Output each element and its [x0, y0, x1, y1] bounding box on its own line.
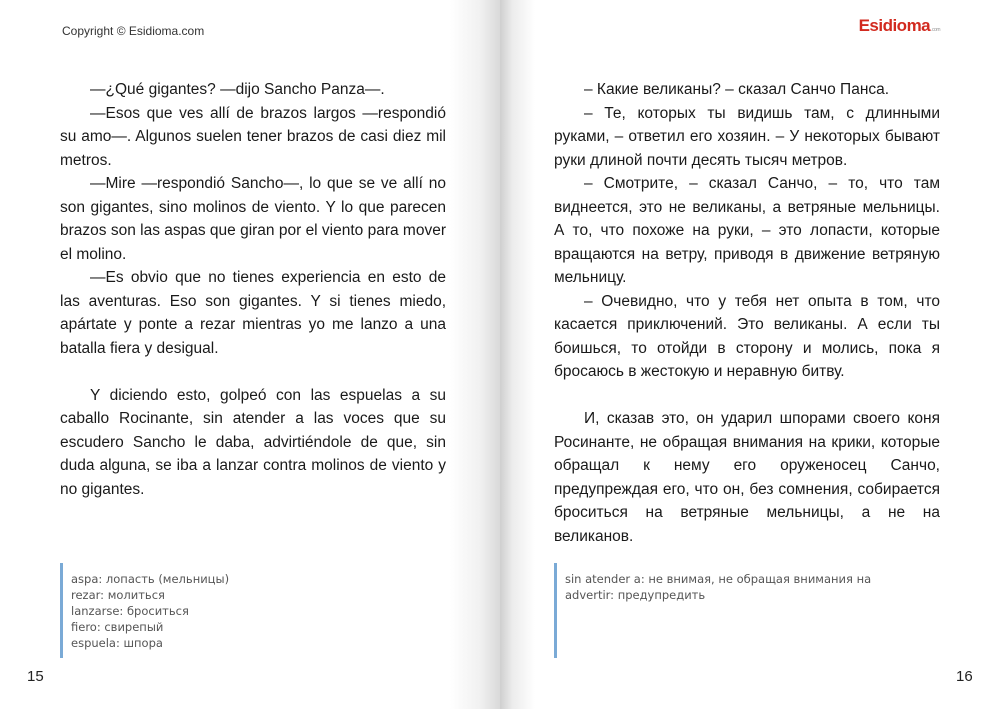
- glossary-entry: espuela: шпора: [71, 636, 163, 650]
- paragraph: – Очевидно, что у тебя нет опыта в том, что касается приключений. Это великаны. А если ты боишься, то отойди в сторону и молись, пока я бросаюсь в жестокую и неравную битву.: [554, 292, 940, 380]
- paragraph: – Те, которых ты видишь там, с длинными руками, – ответил его хозяин. – У некоторых бывают руки длиной почти десять тысяч метров.: [554, 104, 940, 169]
- russian-text: [554, 78, 940, 548]
- glossary-box: [60, 563, 360, 658]
- glossary-box: [554, 563, 914, 658]
- glossary-entry: aspa: лопасть (мельницы): [71, 572, 230, 586]
- glossary-entry: fiero: свирепый: [71, 620, 164, 634]
- glossary-entry: lanzarse: броситься: [71, 604, 189, 618]
- paragraph: —Esos que ves allí de brazos largos —respondió su amo—. Algunos suelen tener brazos de casi diez mil metros.: [60, 104, 446, 169]
- spanish-text: [60, 78, 446, 501]
- glossary-entry: advertir: предупредить: [565, 588, 706, 602]
- esidioma-logo: [859, 16, 940, 36]
- logo-tld: .com: [931, 27, 940, 33]
- logo-text: Esidioma: [858, 16, 931, 35]
- paragraph: – Смотрите, – сказал Санчо, – то, что там виднеется, это не великаны, а ветряные мельницы. А то, что похоже на руки, – это лопасти, которые вращаются на ветру, приводя в движение ветряную мельницу.: [554, 175, 940, 286]
- paragraph: —Es obvio que no tienes experiencia en esto de las aventuras. Eso son gigantes. Y si tienes miedo, apártate y ponte a rezar mientras yo me lanzo a una batalla fiera y desigual.: [60, 269, 446, 357]
- copyright-notice: Copyright © Esidioma.com: [62, 24, 205, 38]
- page-number: 15: [27, 668, 44, 685]
- paragraph: И, сказав это, он ударил шпорами своего коня Росинанте, не обращая внимания на крики, которые обращал к нему его оруженосец Санчо, предупреждая его, что он, без сомнения, собирается броситься на ветряные мельницы, а не на великанов.: [554, 410, 940, 545]
- paragraph: —¿Qué gigantes? —dijo Sancho Panza—.: [90, 81, 385, 98]
- glossary-entry: sin atender a: не внимая, не обращая внимания на: [565, 572, 872, 586]
- right-page: [500, 0, 1000, 709]
- page-number: 16: [956, 668, 973, 685]
- paragraph: Y diciendo esto, golpeó con las espuelas a su caballo Rocinante, sin atender a las voces que su escudero Sancho le daba, advirtiéndole de que, sin duda alguna, se iba a lanzar contra molinos de viento y no gigantes.: [60, 386, 446, 498]
- paragraph: —Mire —respondió Sancho—, lo que se ve allí no son gigantes, sino molinos de viento. Y lo que parecen brazos son las aspas que giran por el viento para mover el molino.: [60, 175, 446, 263]
- glossary-entry: rezar: молиться: [71, 588, 165, 602]
- paragraph: – Какие великаны? – сказал Санчо Панса.: [584, 81, 890, 98]
